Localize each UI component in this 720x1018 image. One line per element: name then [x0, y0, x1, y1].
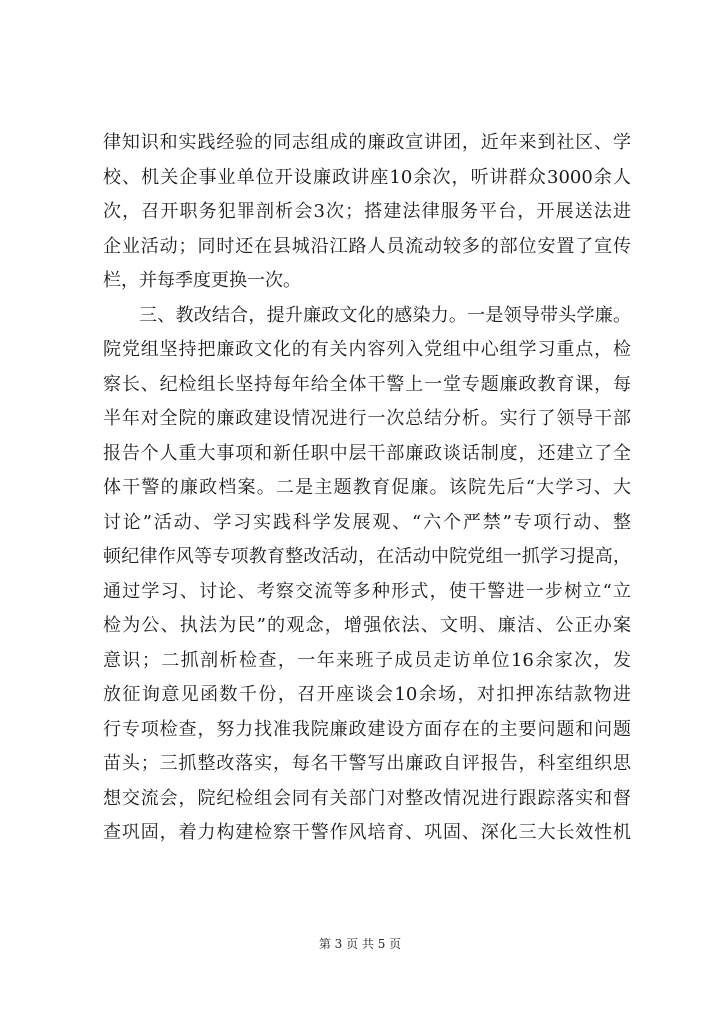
text-line: 察长、纪检组长坚持每年给全体干警上一堂专题廉政教育课，每 [103, 373, 631, 395]
text-line: 查巩固，着力构建检察干警作风培育、巩固、深化三大长效性机 [103, 822, 631, 843]
text-line: 企业活动；同时还在县城沿江路人员流动较多的部位安置了宣传 [103, 235, 631, 257]
body-text [103, 126, 631, 851]
text-line: 放征询意见函数千份，召开座谈会10余场，对扣押冻结款物进 [103, 684, 631, 705]
text-line: 半年对全院的廉政建设情况进行一次总结分析。实行了领导干部 [103, 408, 631, 429]
text-line: 栏，并每季度更换一次。 [103, 270, 301, 291]
text-line: 体干警的廉政档案。二是主题教育促廉。该院先后“大学习、大 [103, 477, 631, 498]
text-line: 想交流会，院纪检组会同有关部门对整改情况进行跟踪落实和督 [103, 787, 631, 809]
page-number-footer: 第 3 页 共 5 页 [318, 937, 402, 951]
text-line: 苗头；三抓整改落实，每名干警写出廉政自评报告，科室组织思 [103, 753, 631, 774]
text-line: 通过学习、讨论、考察交流等多种形式，使干警进一步树立“立 [103, 580, 631, 602]
text-line: 意识；二抓剖析检查，一年来班子成员走访单位16余家次，发 [103, 649, 631, 671]
text-line: 行专项检查，努力找准我院廉政建设方面存在的主要问题和问题 [103, 718, 631, 740]
text-line: 院党组坚持把廉政文化的有关内容列入党组中心组学习重点，检 [103, 339, 631, 360]
text-line: 检为公、执法为民”的观念，增强依法、文明、廉洁、公正办案 [103, 615, 631, 636]
text-line: 律知识和实践经验的同志组成的廉政宣讲团，近年来到社区、学 [103, 132, 631, 153]
text-line: 顿纪律作风等专项教育整改活动，在活动中院党组一抓学习提高， [103, 546, 631, 567]
text-line: 次，召开职务犯罪剖析会3次；搭建法律服务平台，开展送法进 [103, 201, 631, 222]
section-heading-line: 三、教改结合，提升廉政文化的感染力。一是领导带头学廉。 [139, 304, 631, 326]
text-line: 校、机关企事业单位开设廉政讲座10余次，听讲群众3000余人 [103, 166, 631, 188]
text-line: 讨论”活动、学习实践科学发展观、“六个严禁”专项行动、整 [103, 511, 631, 533]
text-line: 报告个人重大事项和新任职中层干部廉政谈话制度，还建立了全 [103, 442, 631, 464]
